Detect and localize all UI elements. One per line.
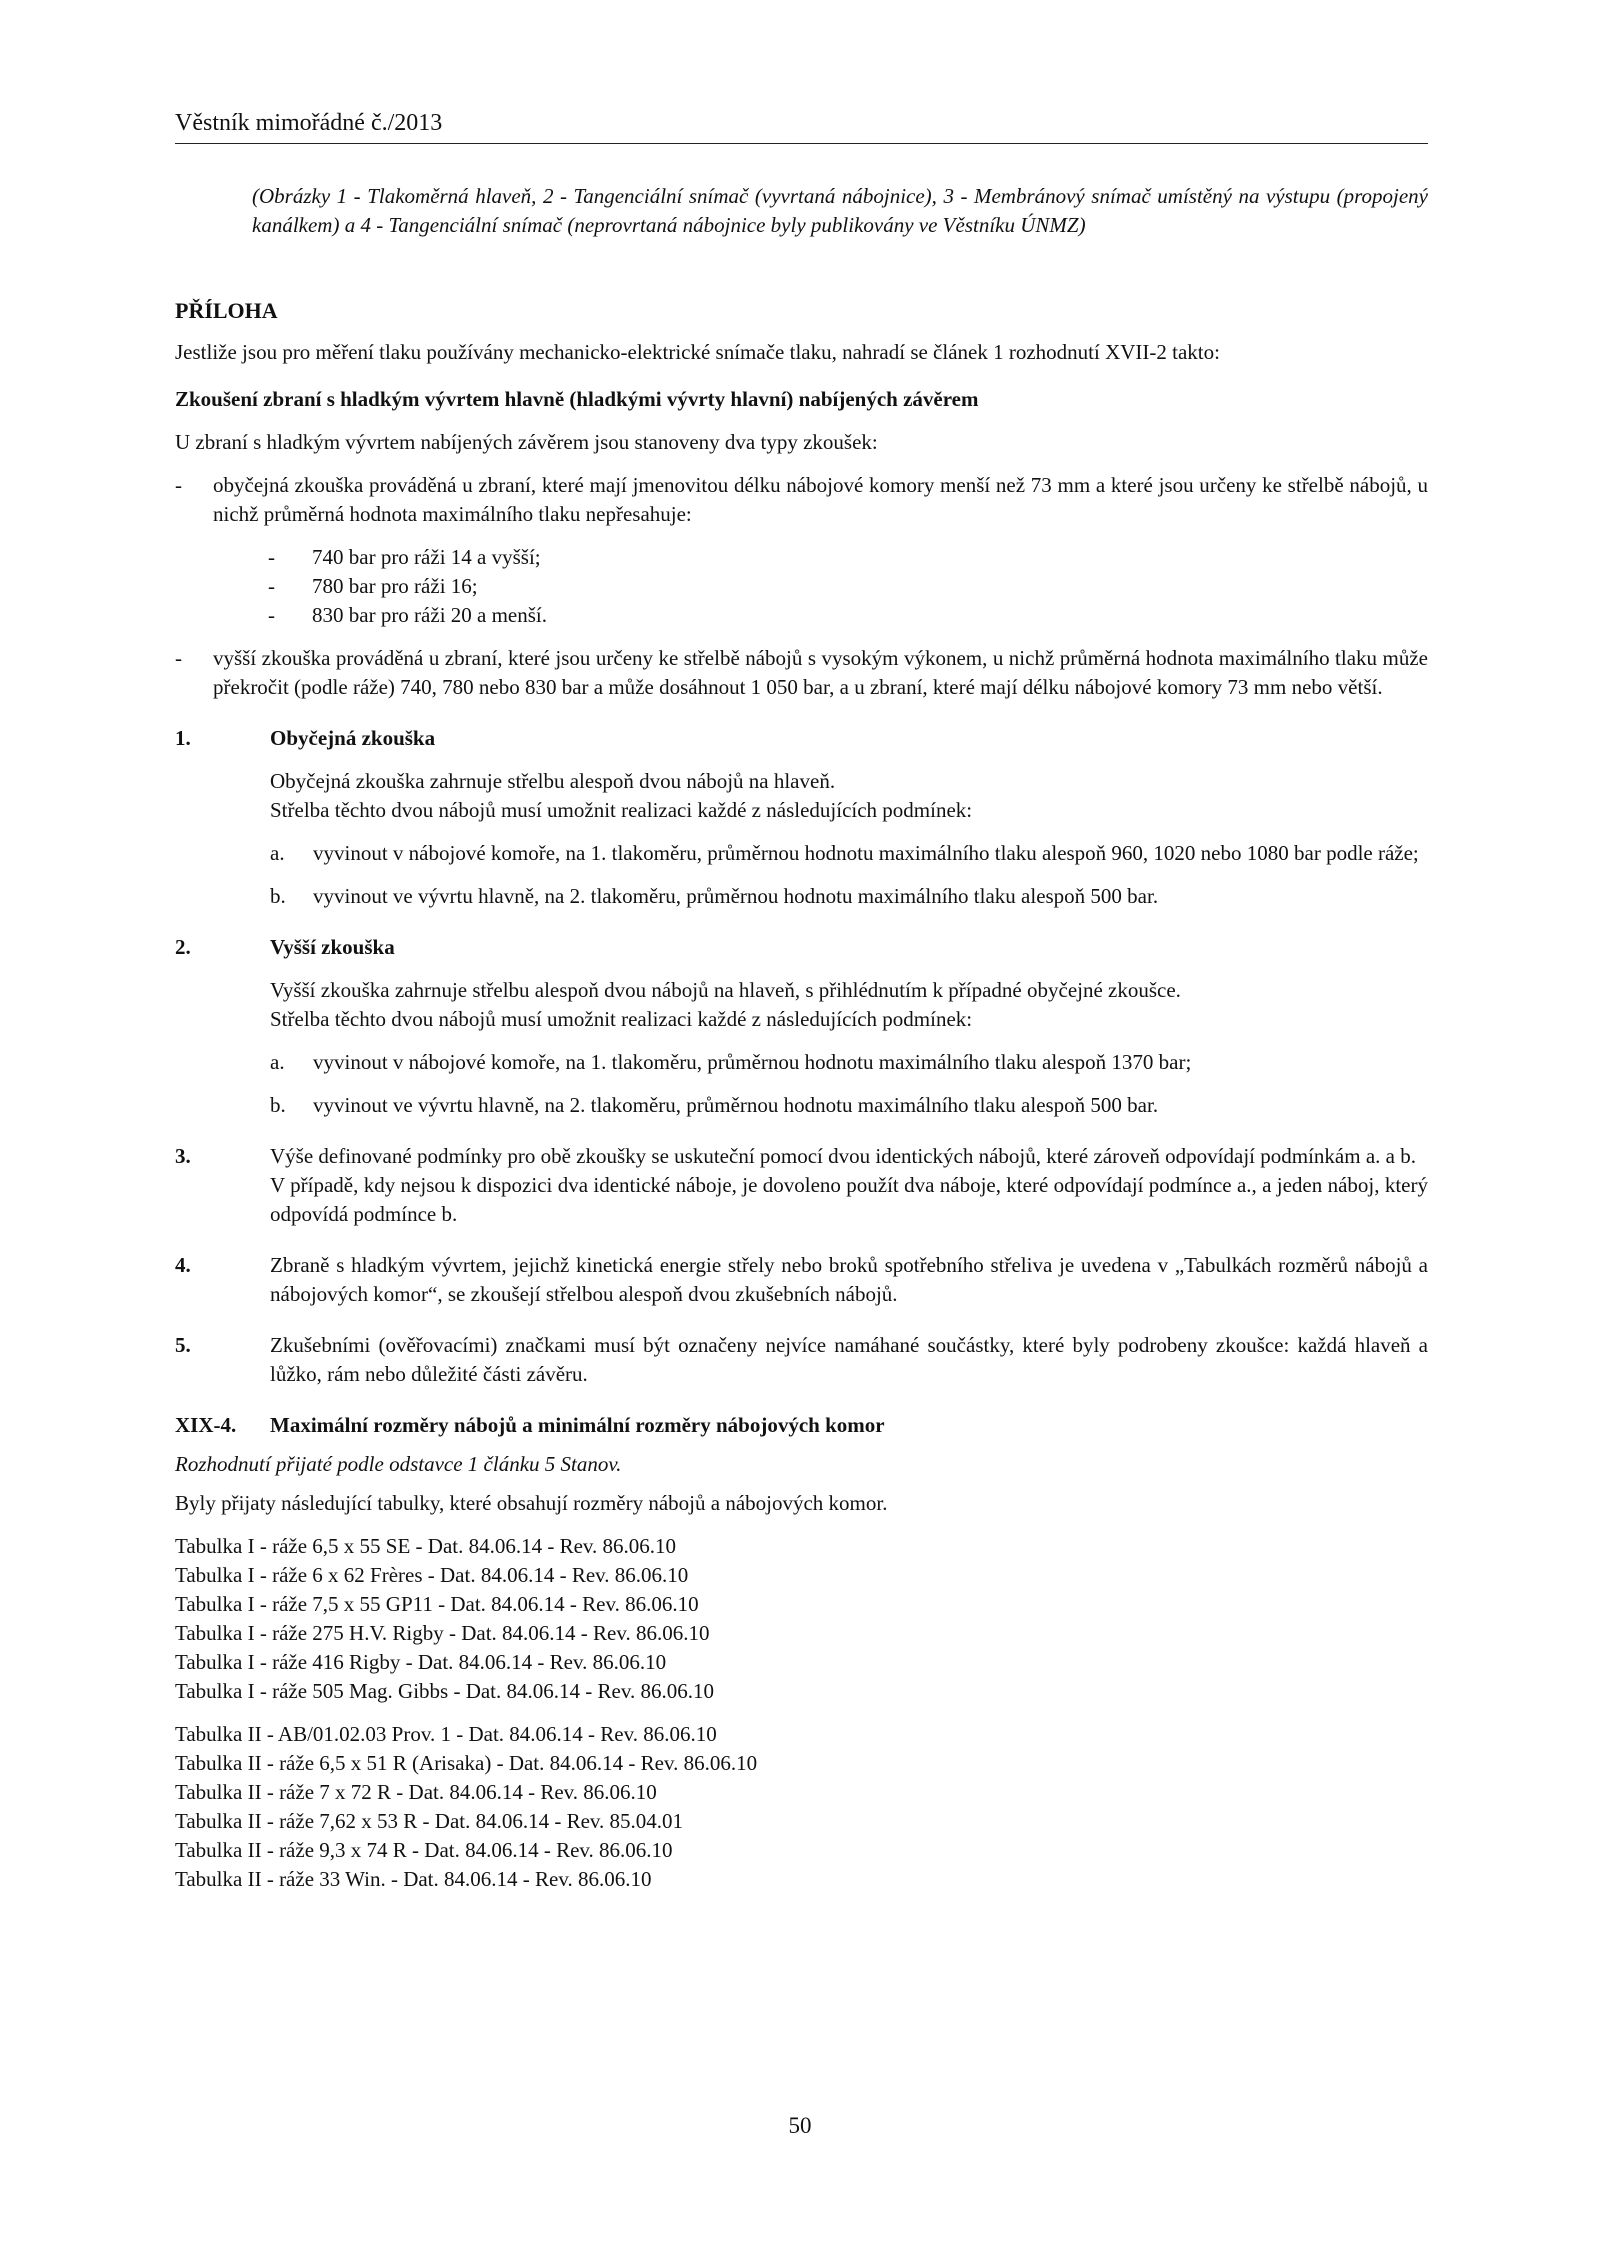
dash-item [175,471,1428,529]
paragraph: Obyčejná zkouška zahrnuje střelbu alespoň dvou nábojů na hlaveň. [270,769,836,793]
section-number: 2. [175,935,191,959]
paragraph: Vyšší zkouška zahrnuje střelbu alespoň dvou nábojů na hlaveň, s přihlédnutím k případné obyčejné zkoušce. [270,978,1181,1002]
condition-b [270,1091,1428,1120]
list-item: Tabulka I - ráže 416 Rigby - Dat. 84.06.14 - Rev. 86.06.10 [175,1650,667,1674]
paragraph: Výše definované podmínky pro obě zkoušky se uskuteční pomocí dvou identických nábojů, které zároveň odpovídají podmínkám a. a b. [270,1144,1416,1168]
section-number: 1. [175,726,191,750]
section-number: 4. [175,1253,191,1277]
section-text [270,1142,1428,1229]
list-item [268,543,1428,572]
tables-list-2 [175,1720,1428,1894]
page-number: 50 [788,2113,812,2138]
appendix-lead: Jestliže jsou pro měření tlaku používány mechanicko-elektrické snímače tlaku, nahradí se článek 1 rozhodnutí XVII-2 takto: [175,340,1220,364]
list-item: Tabulka I - ráže 6 x 62 Frères - Dat. 84.06.14 - Rev. 86.06.10 [175,1563,689,1587]
list-item: Tabulka I - ráže 505 Mag. Gibbs - Dat. 84.06.14 - Rev. 86.06.10 [175,1679,714,1703]
xix-heading [175,1411,1428,1440]
list-item: Tabulka II - ráže 33 Win. - Dat. 84.06.14 - Rev. 86.06.10 [175,1867,652,1891]
section-5 [175,1331,1428,1389]
condition-b [270,882,1428,911]
list-item: Tabulka II - ráže 7,62 x 53 R - Dat. 84.06.14 - Rev. 85.04.01 [175,1809,684,1833]
condition-text: vyvinout v nábojové komoře, na 1. tlakoměru, průměrnou hodnotu maximálního tlaku alespoň 960, 1020 nebo 1080 bar podle ráže; [313,841,1419,865]
list-item-text: 780 bar pro ráži 16; [312,574,478,598]
list-item [268,601,1428,630]
article-title: Maximální rozměry nábojů a minimální rozměry nábojových komor [270,1413,885,1437]
condition-a [270,1048,1428,1077]
tables-list-1 [175,1532,1428,1706]
dash-text: obyčejná zkouška prováděná u zbraní, které mají jmenovitou délku nábojové komory menší než 73 mm a které jsou určeny ke střelbě nábojů, u nichž průměrná hodnota maximálního tlaku nepřesahuje: [213,473,1428,526]
paragraph: Střelba těchto dvou nábojů musí umožnit realizaci každé z následujících podmínek: [270,1007,973,1031]
running-header: Věstník mimořádné č./2013 [175,110,1428,144]
section-text: Zkušebními (ověřovacími) značkami musí být označeny nejvíce namáhané součástky, které byly podrobeny zkoušce: každá hlaveň a lůžko, rám nebo důležité části závěru. [270,1333,1428,1386]
list-item: Tabulka II - ráže 9,3 x 74 R - Dat. 84.06.14 - Rev. 86.06.10 [175,1838,673,1862]
paragraph: V případě, kdy nejsou k dispozici dva identické náboje, je dovoleno použít dva náboje, které odpovídají podmínce a., a jeden náboj, který odpovídá podmínce b. [270,1173,1428,1226]
condition-marker: a. [270,841,285,865]
condition-text: vyvinout ve vývrtu hlavně, na 2. tlakoměru, průměrnou hodnotu maximálního tlaku alespoň 500 bar. [313,1093,1159,1117]
condition-marker: b. [270,884,286,908]
condition-a [270,839,1428,868]
appendix-heading: PŘÍLOHA [175,298,278,323]
dash-marker: - [268,545,275,569]
section-3 [175,1142,1428,1229]
list-item: Tabulka II - AB/01.02.03 Prov. 1 - Dat. 84.06.14 - Rev. 86.06.10 [175,1722,717,1746]
list-item-text: 830 bar pro ráži 20 a menší. [312,603,548,627]
document-page [175,110,1428,1894]
list-item: Tabulka I - ráže 6,5 x 55 SE - Dat. 84.06.14 - Rev. 86.06.10 [175,1534,677,1558]
section-2-heading [175,933,1428,962]
condition-text: vyvinout ve vývrtu hlavně, na 2. tlakoměru, průměrnou hodnotu maximálního tlaku alespoň 500 bar. [313,884,1159,908]
condition-marker: a. [270,1050,285,1074]
list-item-text: 740 bar pro ráži 14 a vyšší; [312,545,541,569]
dash-marker: - [175,646,182,670]
paragraph: U zbraní s hladkým vývrtem nabíjených závěrem jsou stanoveny dva typy zkoušek: [175,430,878,454]
section-text: Zbraně s hladkým vývrtem, jejichž kinetická energie střely nebo broků spotřebního střeliva je uvedena v „Tabulkách rozměrů nábojů a nábojových komor“, se zkoušejí střelbou alespoň dvou zkušebních nábojů. [270,1253,1428,1306]
dash-marker: - [268,574,275,598]
list-item: Tabulka II - ráže 6,5 x 51 R (Arisaka) - Dat. 84.06.14 - Rev. 86.06.10 [175,1751,758,1775]
section-number: 3. [175,1144,191,1168]
list-item [268,572,1428,601]
pressure-list [175,543,1428,630]
subheading: Zkoušení zbraní s hladkým vývrtem hlavně (hladkými vývrty hlavní) nabíjených závěrem [175,387,979,411]
dash-marker: - [175,473,182,497]
list-item: Tabulka I - ráže 7,5 x 55 GP11 - Dat. 84.06.14 - Rev. 86.06.10 [175,1592,699,1616]
dash-item [175,644,1428,702]
section-1-heading [175,724,1428,753]
section-title: Vyšší zkouška [270,935,395,959]
article-number: XIX-4. [175,1413,237,1437]
list-item: Tabulka II - ráže 7 x 72 R - Dat. 84.06.14 - Rev. 86.06.10 [175,1780,657,1804]
dash-text: vyšší zkouška prováděná u zbraní, které jsou určeny ke střelbě nábojů s vysokým výkonem, u nichž průměrná hodnota maximálního tlaku může překročit (podle ráže) 740, 780 nebo 830 bar a může dosáhnout 1 050 bar, a u zbraní, které mají délku nábojové komory 73 mm nebo větší. [213,646,1428,699]
condition-text: vyvinout v nábojové komoře, na 1. tlakoměru, průměrnou hodnotu maximálního tlaku alespoň 1370 bar; [313,1050,1192,1074]
dash-marker: - [268,603,275,627]
section-4 [175,1251,1428,1309]
list-item: Tabulka I - ráže 275 H.V. Rigby - Dat. 84.06.14 - Rev. 86.06.10 [175,1621,710,1645]
paragraph: Střelba těchto dvou nábojů musí umožnit realizaci každé z následujících podmínek: [270,798,973,822]
decision-note: Rozhodnutí přijaté podle odstavce 1 článku 5 Stanov. [175,1452,622,1476]
section-number: 5. [175,1333,191,1357]
figures-note: (Obrázky 1 - Tlakoměrná hlaveň, 2 - Tangenciální snímač (vyvrtaná nábojnice), 3 - Membránový snímač umístěný na výstupu (propojený kanálkem) a 4 - Tangenciální snímač (neprovrtaná nábojnice byly publikovány ve Věstníku ÚNMZ) [252,184,1428,237]
section-title: Obyčejná zkouška [270,726,436,750]
condition-marker: b. [270,1093,286,1117]
paragraph: Byly přijaty následující tabulky, které obsahují rozměry nábojů a nábojových komor. [175,1491,888,1515]
